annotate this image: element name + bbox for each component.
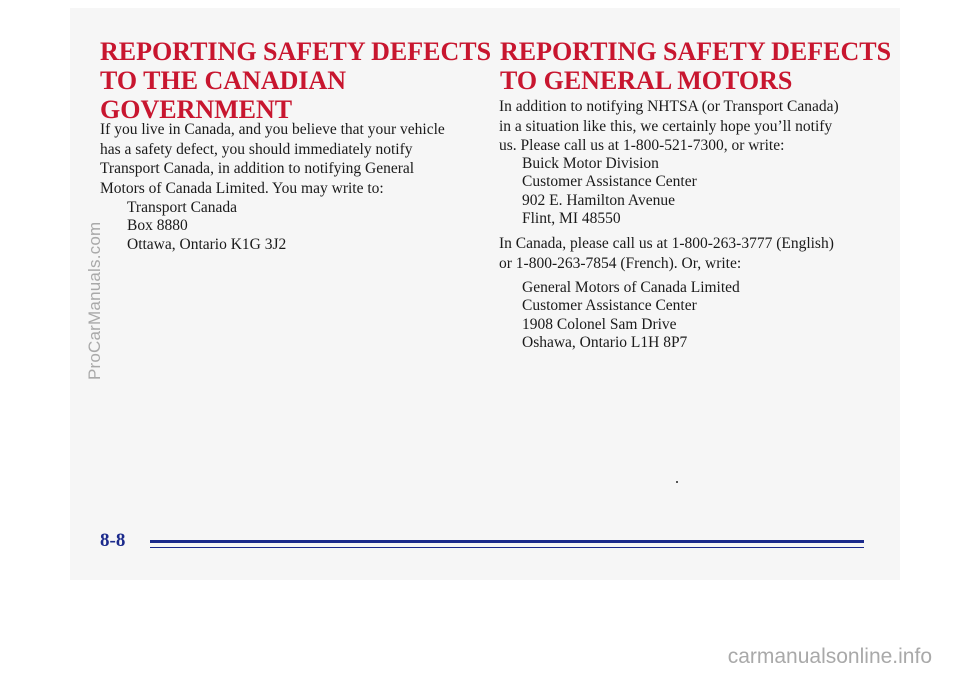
paragraph-line: in a situation like this, we certainly hope you’ll notify (499, 117, 833, 135)
paragraph-line: or 1-800-263-7854 (French). Or, write: (499, 254, 742, 272)
paragraph-line: In addition to notifying NHTSA (or Transport Canada) (499, 98, 839, 115)
address-line: Buick Motor Division (522, 155, 659, 172)
transport-canada-address (127, 199, 286, 254)
bottom-watermark: carmanualsonline.info (727, 645, 932, 668)
address-line: Transport Canada (127, 199, 238, 216)
address-line: 902 E. Hamilton Avenue (522, 191, 675, 209)
heading-line: TO THE CANADIAN (100, 66, 347, 95)
address-line: Flint, MI 48550 (522, 209, 621, 227)
print-speck (676, 481, 678, 483)
heading-line: GOVERNMENT (100, 95, 293, 124)
address-line: Customer Assistance Center (522, 297, 697, 315)
page-number: 8-8 (100, 530, 126, 551)
address-line: Ottawa, Ontario K1G 3J2 (127, 235, 287, 253)
gm-canada-address (522, 279, 740, 352)
canada-contact-paragraph (499, 234, 834, 273)
paragraph-line: us. Please call us at 1-800-521-7300, or write: (499, 137, 785, 154)
address-line: General Motors of Canada Limited (522, 279, 740, 296)
paragraph-line: Transport Canada, in addition to notifying General (100, 160, 415, 177)
address-line: Box 8880 (127, 217, 188, 235)
buick-division-address (522, 155, 697, 228)
general-motors-paragraph (499, 97, 839, 156)
canadian-government-paragraph (100, 120, 445, 198)
heading-line: REPORTING SAFETY DEFECTS (500, 37, 892, 66)
paragraph-line: has a safety defect, you should immediately notify (100, 140, 413, 158)
footer-rule-thin (150, 547, 864, 548)
paragraph-line: Motors of Canada Limited. You may write to: (100, 179, 384, 197)
address-line: Customer Assistance Center (522, 173, 697, 191)
heading-line: TO GENERAL MOTORS (500, 66, 793, 95)
side-watermark: ProCarManuals.com (85, 221, 104, 380)
paragraph-line: If you live in Canada, and you believe that your vehicle (100, 121, 445, 138)
canadian-government-heading (100, 37, 491, 124)
paragraph-line: In Canada, please call us at 1-800-263-3777 (English) (499, 235, 834, 252)
general-motors-heading (500, 37, 891, 95)
heading-line: REPORTING SAFETY DEFECTS (100, 37, 492, 66)
address-line: Oshawa, Ontario L1H 8P7 (522, 333, 688, 351)
address-line: 1908 Colonel Sam Drive (522, 315, 677, 333)
footer-rule-thick (150, 540, 864, 543)
